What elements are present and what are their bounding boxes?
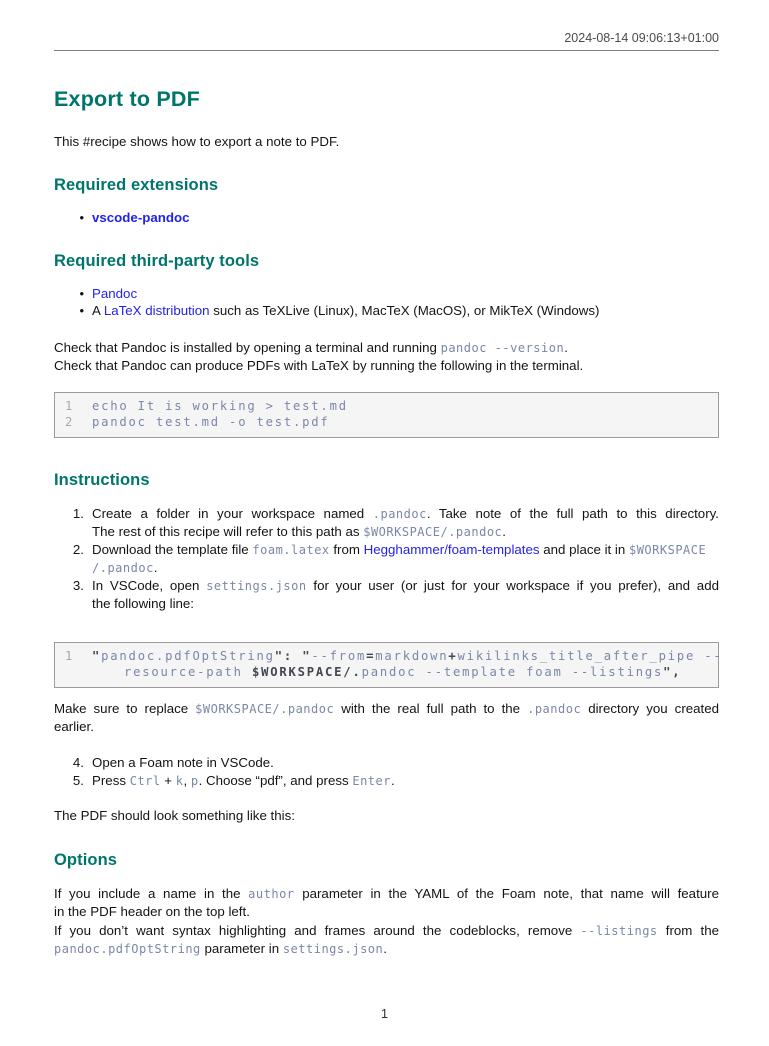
inline-code: --from [311, 648, 367, 663]
inline-code: Ctrl [129, 773, 161, 788]
text: Check that Pandoc is installed by opening a terminal and running [54, 339, 441, 355]
inline-code: echo It is working > test.md [92, 398, 348, 413]
inline-code: : [283, 648, 294, 663]
inline-code: " [302, 648, 312, 663]
text: This #recipe shows how to export a note to PDF. [54, 134, 340, 149]
list-item [54, 754, 719, 772]
extensions-list [54, 209, 719, 227]
paragraph-line [54, 357, 719, 375]
text: Download the template file [92, 541, 253, 557]
inline-code: + [448, 648, 458, 663]
list-item-text [92, 577, 719, 613]
text: such as TeXLive (Linux), MacTeX (MacOS), or MikTeX (Windows) [209, 303, 600, 318]
inline-code: $WORKSPACE/. [251, 665, 362, 679]
text: In VSCode, open [92, 577, 207, 593]
bullet-icon [54, 209, 92, 227]
inline-code: pandoc.pdfOptString [54, 942, 201, 956]
paragraph-line [54, 133, 719, 151]
inline-code: k [175, 773, 184, 788]
paragraph-line [92, 754, 719, 772]
paragraph-line [92, 541, 719, 559]
inline-code: author [248, 886, 295, 901]
text: + [160, 772, 176, 788]
list-item [54, 772, 719, 790]
section-heading-required-tools: Required third-party tools [54, 251, 260, 270]
instructions-list [54, 505, 719, 613]
inline-code: Enter [352, 773, 391, 788]
list-item-text [92, 772, 719, 790]
list-item-text [92, 302, 719, 320]
inline-code: .pandoc [372, 506, 427, 521]
inline-code: --listings [580, 923, 658, 938]
inline-code: pandoc.pdfOptString [101, 648, 275, 663]
list-item [54, 577, 719, 613]
check-paragraph [54, 339, 719, 375]
page-number: 1 [380, 1006, 389, 1021]
link[interactable]: LaTeX distribution [103, 303, 210, 318]
list-item [54, 302, 719, 320]
text: If you don’t want syntax highlighting and frames around the codeblocks, remove [54, 922, 581, 938]
link[interactable]: Hegghammer/foam-templates [363, 541, 540, 557]
inline-code: ", [663, 665, 682, 679]
code-line [65, 664, 708, 681]
list-item-text [92, 541, 719, 577]
text: , [183, 772, 191, 788]
text: . Take note of the full path to this directory. [426, 505, 719, 521]
list-number: 5. [72, 772, 84, 788]
text: . [383, 941, 387, 956]
section-heading-options: Options [54, 850, 118, 869]
code-text [92, 664, 708, 681]
header-timestamp: 2024-08-14 09:06:13+01:00 [564, 31, 719, 45]
link[interactable]: vscode-pandoc [92, 210, 190, 225]
list-number: 3. [72, 577, 84, 593]
text: in the PDF header on the top left. [54, 904, 250, 919]
line-number: 1 [65, 398, 73, 413]
line-number [65, 664, 79, 681]
code-block-settings [54, 642, 723, 688]
replace-paragraph [54, 700, 719, 736]
link[interactable]: Pandoc [92, 285, 138, 301]
text: . [502, 523, 506, 539]
paragraph-line [92, 595, 719, 613]
tools-list [54, 285, 719, 320]
paragraph-line [54, 922, 719, 941]
list-item [54, 285, 719, 303]
text: The PDF should look something like this: [54, 807, 295, 823]
inline-code: p [190, 773, 199, 788]
section-heading-instructions: Instructions [54, 470, 150, 489]
text: earlier. [54, 718, 94, 734]
text: parameter in the YAML of the Foam note, that name will feature [294, 885, 719, 901]
list-number: 1. [72, 505, 84, 521]
paragraph-line [92, 772, 719, 790]
bullet-icon [54, 302, 92, 320]
list-item-text [92, 754, 719, 772]
paragraph-line [92, 577, 719, 595]
text: . [153, 559, 158, 575]
inline-code: $WORKSPACE/.pandoc [363, 524, 503, 539]
code-line [65, 414, 708, 431]
text: Open a Foam note in VSCode. [92, 754, 274, 770]
inline-code: $WORKSPACE/.pandoc [195, 701, 335, 716]
inline-code: .pandoc [527, 701, 582, 716]
inline-code: pandoc --version [440, 340, 565, 355]
code-block-terminal [54, 392, 719, 438]
text: Press [92, 772, 130, 788]
text: for your user (or just for your workspace if you prefer), and add [306, 577, 719, 593]
paragraph-line [54, 885, 719, 904]
text: . Choose “pdf”, and press [198, 772, 353, 788]
inline-code [293, 649, 302, 663]
list-number: 2. [72, 541, 84, 557]
intro-paragraph [54, 133, 719, 151]
instructions-list-continued [54, 754, 719, 790]
text: If you include a name in the [54, 885, 249, 901]
inline-code: pandoc --template foam --listings [361, 665, 664, 679]
list-item-text [92, 505, 719, 541]
document-header [54, 0, 719, 51]
paragraph-line [54, 718, 719, 736]
text: with the real full path to the [334, 700, 528, 716]
page-title: Export to PDF [54, 87, 200, 111]
paragraph-line [92, 559, 719, 577]
inline-code: foam.latex [252, 542, 330, 557]
text: . [564, 339, 568, 355]
inline-code: " [92, 648, 102, 663]
text: from the [657, 922, 719, 938]
paragraph-line [54, 807, 719, 825]
line-number: 2 [65, 415, 73, 429]
code-line [65, 648, 723, 665]
text: The rest of this recipe will refer to this path as [92, 523, 364, 539]
bullet-icon [54, 285, 92, 303]
text: A [92, 303, 104, 318]
text: . [390, 772, 395, 788]
paragraph-line [92, 523, 719, 541]
list-item-text [92, 285, 719, 303]
code-text [92, 398, 708, 415]
text: and place it in [539, 541, 629, 557]
text: Check that Pandoc can produce PDFs with LaTeX by running the following in the terminal. [54, 357, 584, 373]
text: Create a folder in your workspace named [92, 505, 373, 521]
list-item-text [92, 209, 719, 227]
paragraph-line [54, 940, 719, 959]
inline-code: resource-path [124, 665, 252, 679]
text: from [329, 541, 364, 557]
line-number: 1 [65, 648, 73, 663]
text: parameter in [200, 941, 283, 956]
inline-code: " [274, 648, 284, 663]
pdf-result-paragraph [54, 807, 719, 825]
inline-code: /.pandoc [92, 560, 154, 575]
paragraph-line [54, 339, 719, 357]
inline-code: settings.json [206, 578, 307, 593]
inline-code: = [366, 648, 376, 663]
paragraph-line [54, 700, 719, 718]
code-text [92, 414, 708, 431]
text: Make sure to replace [54, 700, 196, 716]
inline-code: pandoc test.md -o test.pdf [92, 415, 330, 429]
list-item [54, 209, 719, 227]
options-paragraph [54, 885, 719, 959]
section-heading-required-extensions: Required extensions [54, 176, 219, 194]
inline-code: $WORKSPACE [628, 542, 707, 557]
list-item [54, 505, 719, 541]
text: the following line: [92, 595, 195, 611]
list-number: 4. [72, 754, 84, 770]
paragraph-line [92, 505, 719, 523]
inline-code: settings.json [282, 942, 384, 956]
paragraph-line [54, 903, 719, 922]
code-text [92, 648, 723, 665]
list-item [54, 541, 719, 577]
inline-code: wikilinks_title_after_pipe -- [457, 648, 723, 663]
inline-code: markdown [375, 648, 449, 663]
code-line [65, 398, 708, 415]
text: directory you created [581, 700, 720, 716]
